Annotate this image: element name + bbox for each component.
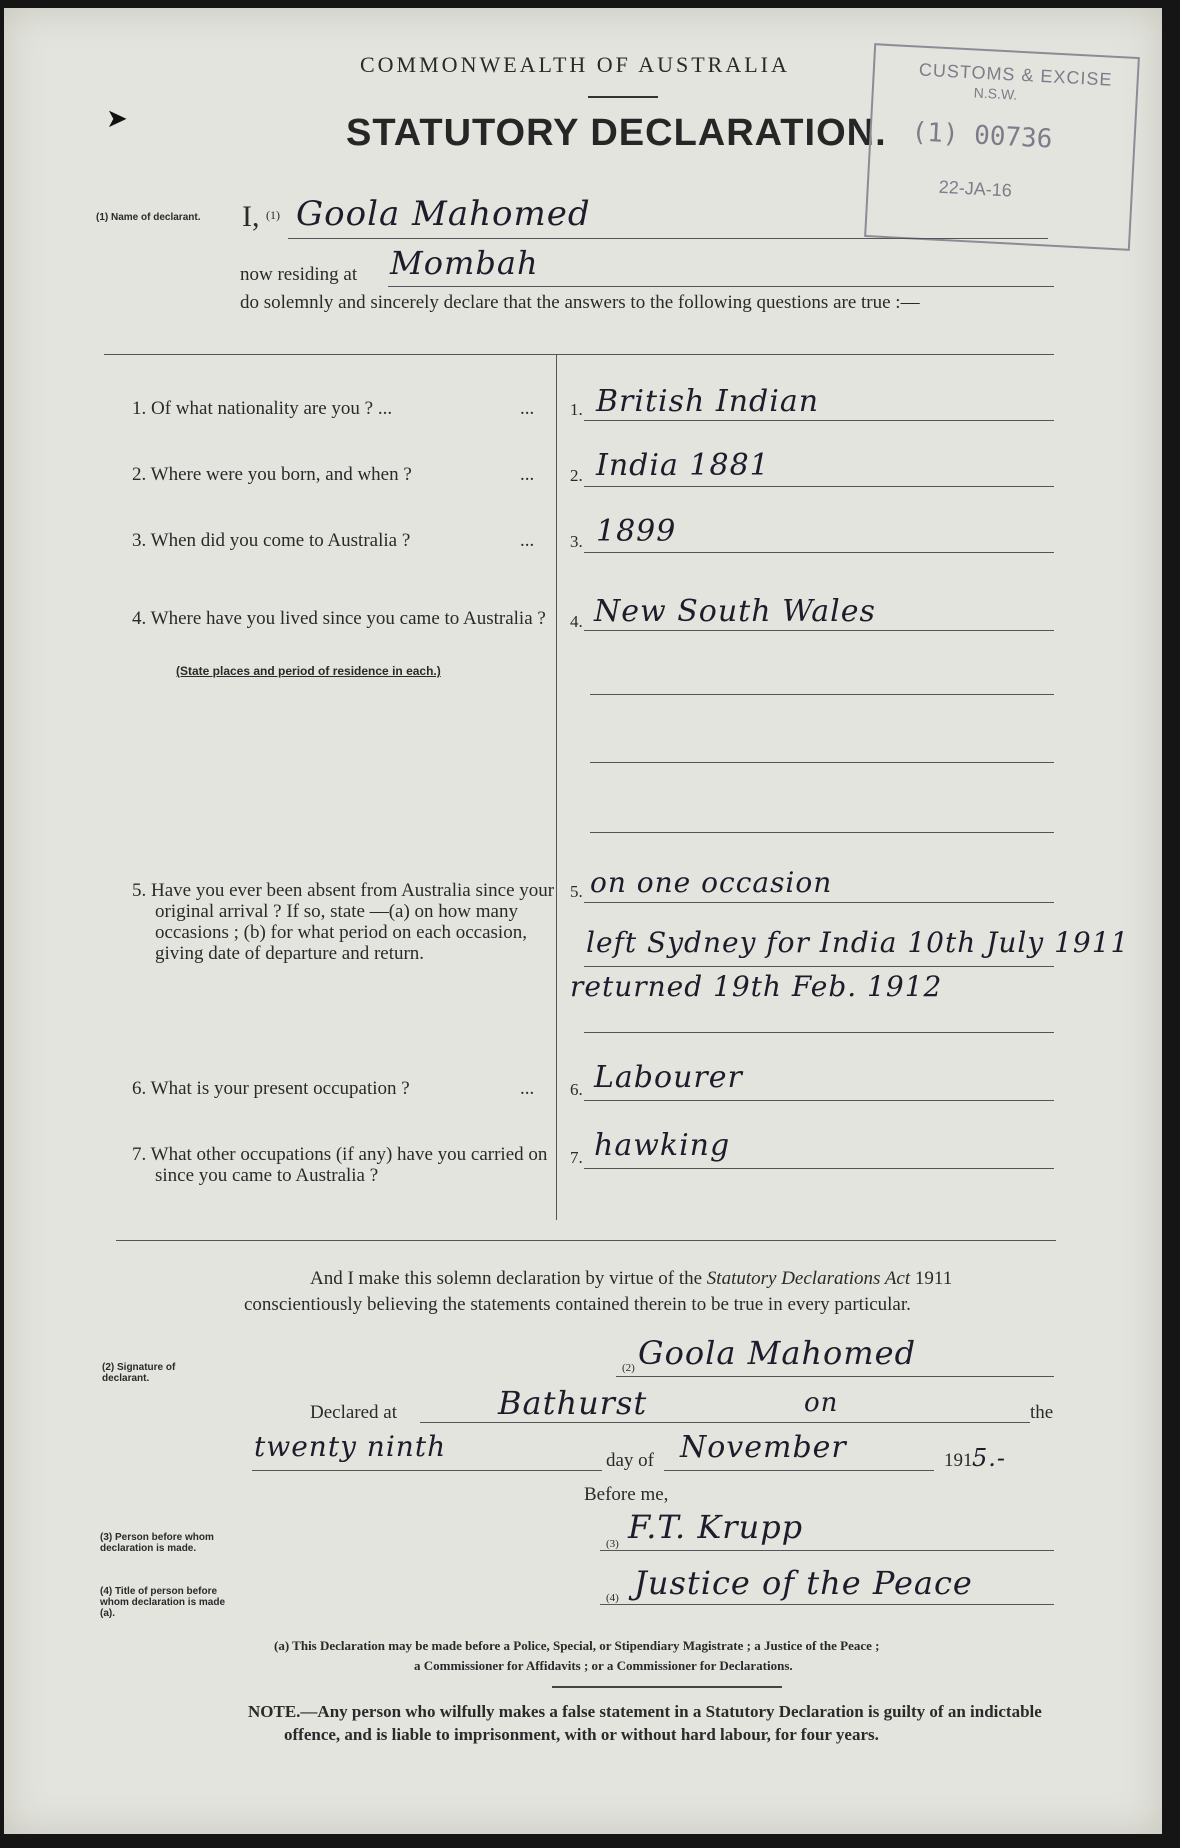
witness-marker: (3) bbox=[606, 1538, 619, 1550]
answer-4-line bbox=[584, 630, 1054, 631]
solemn-text-a: And I make this solemn declaration by virtue of the bbox=[310, 1268, 707, 1289]
residing-label: now residing at bbox=[240, 264, 358, 285]
footnote-line-1: (a) This Declaration may be made before a Police, Special, or Stipendiary Magistrate ; a Justice of the Peace ; bbox=[274, 1638, 880, 1653]
corner-mark-icon: ➤ bbox=[106, 104, 128, 133]
answer-3-line bbox=[584, 552, 1054, 553]
declared-place-line bbox=[420, 1422, 1030, 1423]
title-line bbox=[600, 1604, 1054, 1605]
residence-value: Mombah bbox=[390, 244, 539, 282]
footnote-rule bbox=[552, 1686, 782, 1688]
question-3-dots: ... bbox=[520, 530, 535, 551]
page-title: STATUTORY DECLARATION. bbox=[346, 112, 887, 154]
title-marker: (4) bbox=[606, 1592, 619, 1604]
declaration-form bbox=[4, 8, 1162, 1834]
answer-5-return: returned 19th Feb. 1912 bbox=[570, 970, 943, 1003]
question-1: 1. Of what nationality are you ? ... bbox=[132, 398, 393, 419]
solemn-declaration-text bbox=[244, 1266, 1064, 1318]
question-4: 4. Where have you lived since you came to Australia ? bbox=[132, 608, 546, 629]
solemn-text-b: 1911 conscientiously believing the statements contained therein to be true in every particular. bbox=[244, 1268, 953, 1315]
margin-note-title: (4) Title of person before whom declaration is made (a). bbox=[100, 1586, 226, 1619]
margin-note-witness: (3) Person before whom declaration is made. bbox=[100, 1532, 214, 1554]
solemn-text-italic: Statutory Declarations Act bbox=[706, 1268, 911, 1289]
declarant-name: Goola Mahomed bbox=[296, 194, 591, 234]
declared-place: Bathurst bbox=[498, 1384, 648, 1422]
footnote-line-2: a Commissioner for Affidavits ; or a Commissioner for Declarations. bbox=[414, 1658, 793, 1673]
residence-line bbox=[388, 286, 1054, 287]
answer-5-line-2 bbox=[584, 966, 1054, 967]
declared-on: on bbox=[804, 1388, 839, 1418]
name-marker: (1) bbox=[266, 208, 280, 222]
stamp-line1: CUSTOMS & EXCISE bbox=[918, 59, 1113, 90]
answer-6-line bbox=[584, 1100, 1054, 1101]
answer-4-line-3 bbox=[590, 762, 1054, 763]
answer-4-line-4 bbox=[590, 832, 1054, 833]
answer-1-num: 1. bbox=[570, 400, 583, 419]
answer-5-line bbox=[584, 902, 1054, 903]
witness-title: Justice of the Peace bbox=[634, 1564, 973, 1602]
answer-5-line-3 bbox=[584, 1032, 1054, 1033]
margin-note-signature: (2) Signature of declarant. bbox=[102, 1362, 176, 1384]
answer-6: Labourer bbox=[594, 1060, 743, 1095]
question-6: 6. What is your present occupation ? bbox=[132, 1078, 410, 1099]
question-5: 5. Have you ever been absent from Australia since your original arrival ? If so, state —(a) on how many occasions ; (b) for what period on each occasion, giving date of departure and return. bbox=[132, 880, 555, 964]
answer-7-num: 7. bbox=[570, 1148, 583, 1167]
answer-7-line bbox=[584, 1168, 1054, 1169]
declared-day-line bbox=[252, 1470, 602, 1471]
answer-2-line bbox=[584, 486, 1054, 487]
declarant-signature: Goola Mahomed bbox=[638, 1334, 917, 1372]
declare-text: do solemnly and sincerely declare that the answers to the following questions are true :— bbox=[240, 292, 920, 313]
heading-ornament bbox=[588, 96, 658, 98]
stamp-number: (1) 00736 bbox=[910, 117, 1054, 155]
question-2: 2. Where were you born, and when ? bbox=[132, 464, 412, 485]
witness-signature: F.T. Krupp bbox=[628, 1508, 804, 1546]
customs-stamp bbox=[864, 43, 1140, 251]
answer-2: India 1881 bbox=[596, 448, 770, 483]
question-6-dots: ... bbox=[520, 1078, 535, 1099]
question-3: 3. When did you come to Australia ? bbox=[132, 530, 411, 551]
day-of-label: day of bbox=[606, 1450, 655, 1471]
penalty-note: NOTE.—Any person who wilfully makes a false statement in a Statutory Declaration is guilty of an indictable offence, and is liable to imprisonment, with or without hard labour, for four years. bbox=[248, 1702, 1042, 1744]
questions-top-rule bbox=[104, 354, 1054, 355]
column-divider bbox=[556, 354, 557, 1220]
questions-bottom-rule bbox=[116, 1240, 1056, 1241]
answer-1: British Indian bbox=[596, 384, 820, 419]
name-line bbox=[288, 238, 1048, 239]
country-heading: COMMONWEALTH OF AUSTRALIA bbox=[360, 52, 790, 77]
answer-5-num: 5. bbox=[570, 882, 583, 901]
answer-3-num: 3. bbox=[570, 532, 583, 551]
declared-month-line bbox=[664, 1470, 934, 1471]
declared-day: twenty ninth bbox=[254, 1430, 447, 1463]
answer-5: on one occasion bbox=[590, 866, 833, 899]
name-prefix: I, bbox=[242, 200, 260, 233]
declared-year-suffix: 5.- bbox=[972, 1444, 1007, 1472]
question-1-dots: ... bbox=[520, 398, 535, 419]
answer-6-num: 6. bbox=[570, 1080, 583, 1099]
witness-line bbox=[600, 1550, 1054, 1551]
declared-at-label: Declared at bbox=[310, 1402, 398, 1423]
question-2-dots: ... bbox=[520, 464, 535, 485]
answer-4: New South Wales bbox=[594, 594, 876, 629]
signature-line bbox=[616, 1376, 1054, 1377]
margin-note-name: (1) Name of declarant. bbox=[96, 212, 201, 223]
stamp-date: 22-JA-16 bbox=[938, 176, 1013, 201]
answer-2-num: 2. bbox=[570, 466, 583, 485]
question-7: 7. What other occupations (if any) have you carried on since you came to Australia ? bbox=[132, 1144, 548, 1186]
declared-the: the bbox=[1030, 1402, 1054, 1423]
answer-3: 1899 bbox=[596, 514, 677, 549]
answer-5-departure: left Sydney for India 10th July 1911 bbox=[586, 926, 1130, 959]
answer-4-num: 4. bbox=[570, 612, 583, 631]
before-me-label: Before me, bbox=[584, 1484, 669, 1505]
declared-month: November bbox=[680, 1430, 847, 1465]
answer-7: hawking bbox=[594, 1128, 731, 1163]
question-4-note: (State places and period of residence in each.) bbox=[176, 664, 441, 678]
answer-4-line-2 bbox=[590, 694, 1054, 695]
declared-year-prefix: 191 bbox=[944, 1450, 973, 1471]
stamp-line2: N.S.W. bbox=[973, 84, 1018, 103]
signature-marker: (2) bbox=[622, 1362, 635, 1374]
answer-1-line bbox=[584, 420, 1054, 421]
